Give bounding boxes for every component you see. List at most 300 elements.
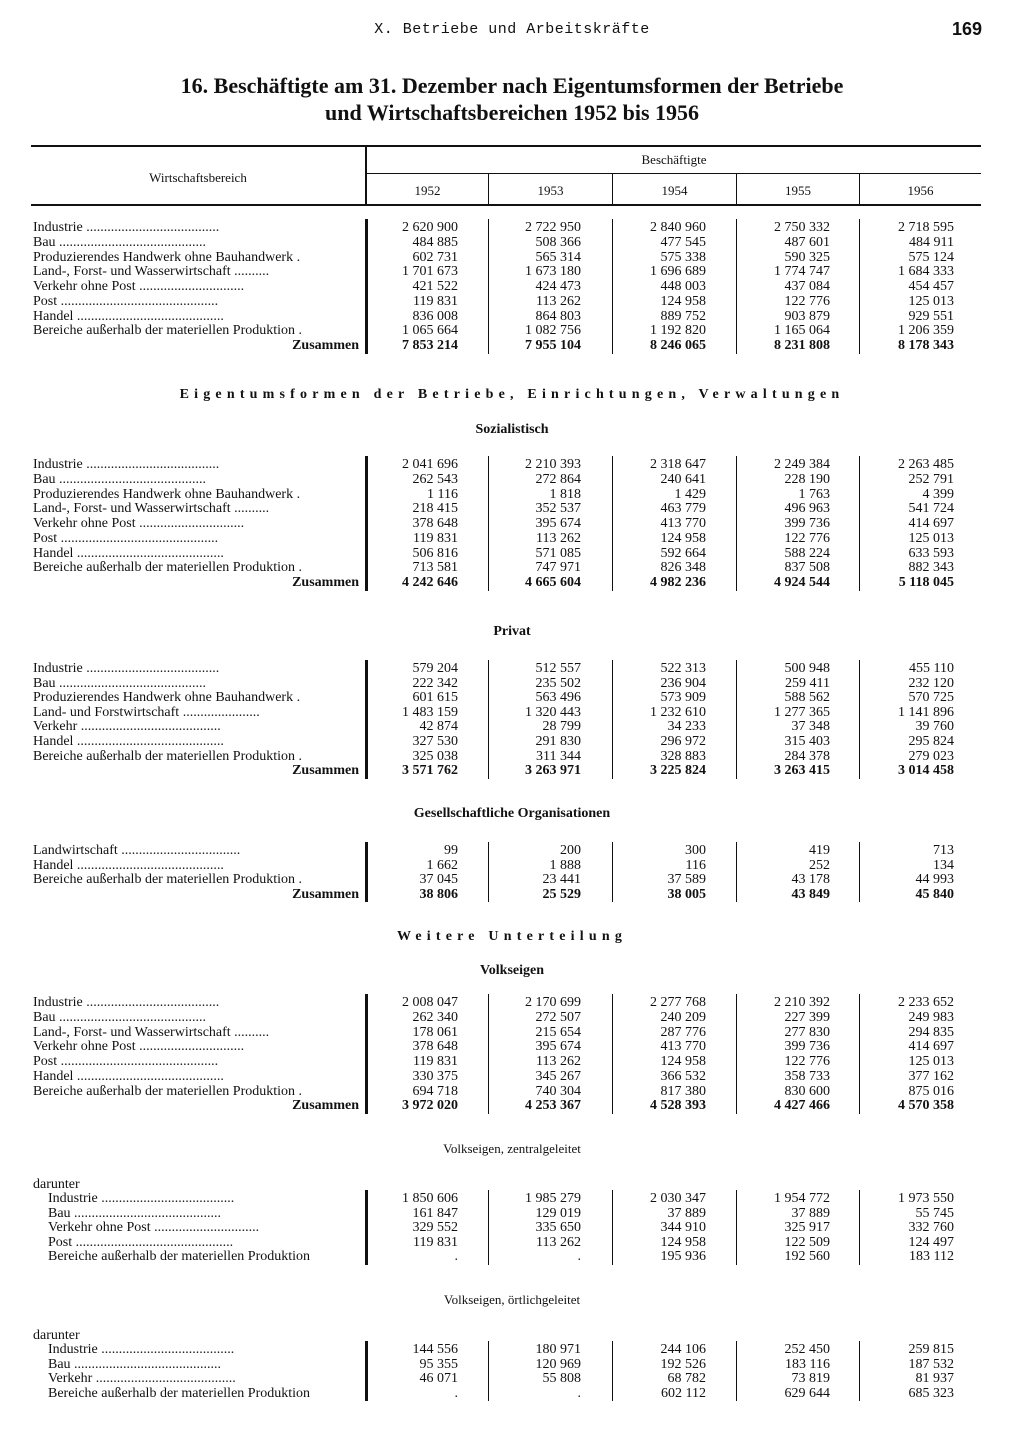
column-divider-1: [488, 1341, 489, 1401]
cell-1952: 7 853 214: [402, 338, 458, 353]
cell-1952: 46 071: [419, 1371, 458, 1387]
column-divider-3: [736, 994, 737, 1114]
cell-1954: 889 752: [660, 308, 706, 324]
cell-1955: 588 562: [784, 690, 830, 706]
table-row: [0, 661, 1024, 676]
row-label: Industrie ......................................: [33, 661, 220, 676]
cell-1956: 183 112: [909, 1249, 954, 1265]
cell-1953: 1 818: [549, 486, 581, 502]
stub-divider: [365, 1341, 368, 1401]
cell-1955: 2 210 392: [774, 995, 830, 1010]
cell-1953: 200: [560, 843, 581, 858]
row-label: Industrie ......................................: [33, 220, 220, 235]
cell-1952: 3 972 020: [402, 1098, 458, 1114]
cell-1953: 113 262: [536, 293, 581, 309]
section-title-zentral: Volkseigen, zentralgeleitet: [443, 1141, 581, 1156]
cell-1955: 73 819: [791, 1371, 830, 1387]
cell-1953: 113 262: [536, 1054, 581, 1069]
column-divider-1: [488, 1190, 489, 1265]
table-title-line-2: und Wirtschaftsbereichen 1952 bis 1956: [324, 100, 700, 125]
cell-1956: 1 973 550: [898, 1191, 954, 1206]
table-row: [0, 487, 1024, 502]
cell-1954: 366 532: [660, 1068, 706, 1084]
row-label: Landwirtschaft ..................................: [33, 843, 241, 858]
cell-1954: 1 192 820: [650, 323, 706, 339]
cell-1953: 113 262: [536, 1234, 581, 1250]
row-label: Handel ..........................................: [33, 857, 224, 873]
cell-1956: 134: [933, 857, 954, 873]
cell-1956: 39 760: [915, 719, 954, 735]
cell-1953: 740 304: [535, 1083, 581, 1099]
cell-1956: 541 724: [908, 501, 954, 517]
oertlich-darunter-label: darunter: [33, 1328, 80, 1343]
cell-1956: 875 016: [908, 1083, 954, 1099]
row-label: Bau ..........................................: [33, 675, 207, 691]
cell-1954: 592 664: [660, 545, 706, 561]
stub-divider: [365, 842, 368, 902]
group-header: Beschäftigte: [641, 152, 707, 167]
total-label: Zusammen: [292, 338, 359, 353]
table-row: [0, 749, 1024, 764]
cell-1956: 124 497: [908, 1234, 954, 1250]
cell-1954: 448 003: [660, 279, 706, 294]
row-label: Bereiche außerhalb der materiellen Produktion .: [33, 323, 303, 339]
cell-1952: 144 556: [412, 1342, 458, 1357]
column-divider-2: [612, 1190, 613, 1265]
column-divider-4: [859, 1190, 860, 1265]
cell-1954: 2 318 647: [650, 457, 706, 472]
cell-1953: 4 253 367: [525, 1098, 581, 1114]
cell-1955: 325 917: [784, 1220, 830, 1236]
table-row: [0, 843, 1024, 858]
row-label: Post .............................................: [33, 293, 219, 309]
cell-1953: 1 082 756: [525, 323, 581, 339]
cell-1953: 272 507: [535, 1009, 581, 1025]
table-row: [0, 734, 1024, 749]
table-row: [0, 1069, 1024, 1084]
row-label: Handel ..........................................: [33, 1068, 224, 1084]
cell-1953: 113 262: [536, 530, 581, 546]
column-divider-1: [488, 842, 489, 902]
cell-1954: 477 545: [660, 234, 706, 250]
cell-1953: 1 888: [549, 857, 581, 873]
cell-1955: 358 733: [784, 1068, 830, 1084]
row-label: Verkehr ohne Post ..............................: [33, 516, 245, 531]
row-label: Bereiche außerhalb der materiellen Produktion .: [33, 560, 303, 576]
total-label: Zusammen: [292, 1098, 359, 1114]
cell-1955: 192 560: [784, 1249, 830, 1265]
table-row: [0, 1235, 1024, 1250]
cell-1956: 2 718 595: [898, 220, 954, 235]
row-label: Land- und Forstwirtschaft ......................: [33, 704, 260, 720]
cell-1956: 2 233 652: [898, 995, 954, 1010]
cell-1955: 399 736: [784, 516, 830, 531]
cell-1954: 602 112: [661, 1385, 706, 1401]
column-divider-4: [859, 660, 860, 779]
cell-1952: 327 530: [412, 734, 458, 749]
table-row: [0, 719, 1024, 734]
row-label: Bereiche außerhalb der materiellen Produktion: [48, 1385, 311, 1401]
cell-1952: 3 571 762: [402, 763, 458, 779]
cell-1952: 218 415: [412, 501, 458, 517]
cell-1956: 1 206 359: [898, 323, 954, 339]
cell-1952: 42 874: [419, 719, 458, 735]
column-divider-2: [612, 456, 613, 591]
column-divider-1: [488, 994, 489, 1114]
cell-1955: 122 776: [784, 293, 830, 309]
cell-1956: 125 013: [908, 293, 954, 309]
cell-1954: 296 972: [660, 734, 706, 749]
cell-1955: 183 116: [785, 1356, 830, 1372]
cell-1953: 1 673 180: [525, 264, 581, 280]
cell-1956: 575 124: [908, 249, 954, 265]
table-row: [0, 501, 1024, 516]
cell-1952: 1 662: [426, 857, 458, 873]
ownership-heading: Eigentumsformen der Betriebe, Einrichtungen, Verwaltungen: [179, 387, 845, 402]
cell-1955: 227 399: [784, 1009, 830, 1025]
cell-1955: 4 427 466: [774, 1098, 830, 1114]
cell-1956: 44 993: [915, 872, 954, 888]
total-row: [0, 338, 1024, 353]
cell-1956: 45 840: [915, 886, 954, 902]
row-label: Land-, Forst- und Wasserwirtschaft ..........: [33, 264, 270, 280]
further-heading: Weitere Unterteilung: [396, 929, 628, 944]
stub-divider: [365, 660, 368, 779]
zentral-darunter-label: darunter: [33, 1177, 80, 1192]
stub-divider: [365, 1190, 368, 1265]
cell-1952: 4 242 646: [402, 575, 458, 590]
cell-1955: 419: [809, 843, 830, 858]
table-row: [0, 546, 1024, 561]
cell-1955: 399 736: [784, 1039, 830, 1055]
cell-1956: 685 323: [908, 1385, 954, 1401]
cell-1955: 315 403: [784, 734, 830, 749]
cell-1952: 694 718: [412, 1083, 458, 1099]
cell-1955: 1 763: [798, 486, 830, 502]
column-divider-1: [488, 660, 489, 779]
cell-1954: 575 338: [660, 249, 706, 265]
cell-1956: 414 697: [908, 1039, 954, 1055]
cell-1952: 119 831: [413, 1054, 458, 1069]
cell-1953: 335 650: [535, 1220, 581, 1236]
cell-1955: 284 378: [784, 748, 830, 764]
cell-1955: 830 600: [784, 1083, 830, 1099]
cell-1954: 344 910: [660, 1220, 706, 1236]
cell-1954: 240 209: [660, 1009, 706, 1025]
cell-1952: 325 038: [412, 748, 458, 764]
cell-1952: 95 355: [419, 1356, 458, 1372]
cell-1952: 378 648: [412, 1039, 458, 1055]
stub-divider: [365, 219, 368, 354]
cell-1956: 1 684 333: [898, 264, 954, 280]
total-label: Zusammen: [292, 575, 359, 590]
cell-1953: 512 557: [535, 661, 581, 676]
page-number: 169: [951, 19, 982, 39]
cell-1953: 129 019: [535, 1205, 581, 1221]
cell-1952: 713 581: [412, 560, 458, 576]
cell-1956: 4 399: [922, 486, 954, 502]
cell-1953: 352 537: [535, 501, 581, 517]
table-row: [0, 1010, 1024, 1025]
cell-1954: 413 770: [660, 516, 706, 531]
cell-1956: 570 725: [908, 690, 954, 706]
cell-1956: 125 013: [908, 1054, 954, 1069]
cell-1956: 295 824: [908, 734, 954, 749]
cell-1953: 25 529: [542, 886, 581, 902]
cell-1955: 252: [809, 857, 830, 873]
cell-1952: 161 847: [412, 1205, 458, 1221]
row-label: Post .............................................: [33, 530, 219, 546]
cell-1953: 311 344: [536, 748, 581, 764]
cell-1956: 455 110: [909, 661, 954, 676]
cell-1952: 484 885: [412, 234, 458, 250]
cell-1955: 122 776: [784, 1054, 830, 1069]
cell-1953: 2 722 950: [525, 220, 581, 235]
cell-1954: 192 526: [660, 1356, 706, 1372]
cell-1954: 826 348: [660, 560, 706, 576]
cell-1954: 124 958: [660, 1234, 706, 1250]
cell-1956: 713: [933, 843, 954, 858]
total-row: [0, 763, 1024, 778]
cell-1953: 395 674: [535, 516, 581, 531]
cell-1956: 484 911: [909, 234, 954, 250]
cell-1954: 463 779: [660, 501, 706, 517]
year-header-1952: 1952: [414, 183, 441, 198]
cell-1953: 3 263 971: [525, 763, 581, 779]
row-label: Verkehr ohne Post ..............................: [33, 1039, 245, 1055]
cell-1955: 1 277 365: [774, 704, 830, 720]
cell-1954: 2 030 347: [650, 1191, 706, 1206]
row-label: Industrie ......................................: [48, 1342, 235, 1357]
cell-1955: 2 750 332: [774, 220, 830, 235]
cell-1952: 262 340: [412, 1009, 458, 1025]
column-divider-2: [612, 660, 613, 779]
cell-1953: 7 955 104: [525, 338, 581, 353]
total-row: [0, 1098, 1024, 1113]
cell-1953: 2 170 699: [525, 995, 581, 1010]
total-label: Zusammen: [292, 886, 359, 902]
cell-1952: 601 615: [412, 690, 458, 706]
cell-1954: 522 313: [660, 661, 706, 676]
cell-1952: 602 731: [412, 249, 458, 265]
table-top-rule: [31, 145, 981, 147]
cell-1952: 119 831: [413, 530, 458, 546]
section-title-volkseigen: Volkseigen: [479, 963, 545, 978]
cell-1953: .: [577, 1385, 581, 1401]
section-title-sozialistisch: Sozialistisch: [475, 422, 549, 437]
section-title-gesellschaftlich: Gesellschaftliche Organisationen: [413, 806, 611, 821]
cell-1953: 4 665 604: [525, 575, 581, 590]
row-label: Land-, Forst- und Wasserwirtschaft ..........: [33, 1024, 270, 1040]
row-label: Post .............................................: [33, 1054, 219, 1069]
stub-header: Wirtschaftsbereich: [149, 170, 247, 185]
cell-1953: 1 985 279: [525, 1191, 581, 1206]
cell-1955: 629 644: [784, 1385, 830, 1401]
table-row: [0, 1054, 1024, 1069]
cell-1956: 81 937: [915, 1371, 954, 1387]
table-row: [0, 250, 1024, 265]
cell-1954: 300: [685, 843, 706, 858]
cell-1955: 837 508: [784, 560, 830, 576]
cell-1956: 279 023: [908, 748, 954, 764]
cell-1954: 1 232 610: [650, 704, 706, 720]
cell-1953: 272 864: [535, 471, 581, 487]
cell-1952: .: [454, 1249, 458, 1265]
table-row: [0, 1342, 1024, 1357]
section-title-privat: Privat: [493, 624, 531, 639]
cell-1953: 291 830: [535, 734, 581, 749]
cell-1954: 38 005: [667, 886, 706, 902]
row-label: Bau ..........................................: [33, 471, 207, 487]
cell-1952: 222 342: [412, 675, 458, 691]
row-label: Bau ..........................................: [48, 1205, 222, 1221]
row-label: Post .............................................: [48, 1234, 234, 1250]
cell-1956: 8 178 343: [898, 338, 954, 353]
row-label: Bau ..........................................: [33, 1009, 207, 1025]
cell-1953: 1 320 443: [525, 704, 581, 720]
cell-1955: 1 774 747: [774, 264, 830, 280]
cell-1954: 3 225 824: [650, 763, 706, 779]
cell-1955: 8 231 808: [774, 338, 830, 353]
cell-1953: 2 210 393: [525, 457, 581, 472]
column-divider-2: [612, 219, 613, 354]
stub-divider: [365, 994, 368, 1114]
cell-1953: 345 267: [535, 1068, 581, 1084]
table-row: [0, 294, 1024, 309]
cell-1956: 929 551: [908, 308, 954, 324]
row-label: Verkehr ........................................: [48, 1371, 236, 1387]
cell-1956: 294 835: [908, 1024, 954, 1040]
cell-1954: 124 958: [660, 530, 706, 546]
cell-1956: 414 697: [908, 516, 954, 531]
cell-1956: 259 815: [908, 1342, 954, 1357]
cell-1953: .: [577, 1249, 581, 1265]
cell-1954: 37 589: [667, 872, 706, 888]
cell-1954: 37 889: [667, 1205, 706, 1221]
table-row: [0, 1206, 1024, 1221]
column-divider-4: [859, 456, 860, 591]
column-divider-3: [736, 219, 737, 354]
cell-1955: 437 084: [784, 279, 830, 294]
cell-1953: 55 808: [542, 1371, 581, 1387]
cell-1956: 55 745: [915, 1205, 954, 1221]
oertlich-darunter-row: [0, 1328, 1024, 1343]
cell-1954: 413 770: [660, 1039, 706, 1055]
stub-divider: [365, 456, 368, 591]
column-divider-1: [488, 456, 489, 591]
cell-1952: 579 204: [412, 661, 458, 676]
cell-1953: 180 971: [535, 1342, 581, 1357]
total-row: [0, 575, 1024, 590]
table-row: [0, 676, 1024, 691]
column-divider-3: [736, 842, 737, 902]
cell-1955: 43 178: [791, 872, 830, 888]
column-divider-2: [612, 994, 613, 1114]
column-divider-3: [736, 1190, 737, 1265]
column-divider-4: [859, 219, 860, 354]
cell-1955: 259 411: [785, 675, 830, 691]
cell-1956: 454 457: [908, 279, 954, 294]
cell-1952: 2 041 696: [402, 457, 458, 472]
cell-1953: 571 085: [535, 545, 581, 561]
cell-1955: 496 963: [784, 501, 830, 517]
cell-1952: 262 543: [412, 471, 458, 487]
year-header-1956: 1956: [907, 183, 934, 198]
row-label: Land-, Forst- und Wasserwirtschaft ..........: [33, 501, 270, 517]
table-row: [0, 1039, 1024, 1054]
cell-1952: 2 620 900: [402, 220, 458, 235]
cell-1955: 590 325: [784, 249, 830, 265]
cell-1952: 1 483 159: [402, 704, 458, 720]
cell-1952: 2 008 047: [402, 995, 458, 1010]
cell-1952: 1 116: [427, 486, 458, 502]
cell-1956: 2 263 485: [898, 457, 954, 472]
column-divider-2: [612, 1341, 613, 1401]
running-head: X. Betriebe und Arbeitskräfte: [374, 21, 650, 38]
cell-1953: 864 803: [535, 308, 581, 324]
cell-1953: 424 473: [535, 279, 581, 294]
row-label: Industrie ......................................: [48, 1191, 235, 1206]
table-row: [0, 995, 1024, 1010]
cell-1954: 240 641: [660, 471, 706, 487]
cell-1954: 1 429: [674, 486, 706, 502]
row-label: Verkehr ........................................: [33, 719, 221, 735]
row-label: Produzierendes Handwerk ohne Bauhandwerk .: [33, 690, 301, 706]
cell-1955: 277 830: [784, 1024, 830, 1040]
table-row: [0, 309, 1024, 324]
cell-1956: 882 343: [908, 560, 954, 576]
table-row: [0, 235, 1024, 250]
cell-1954: 195 936: [660, 1249, 706, 1265]
cell-1954: 4 528 393: [650, 1098, 706, 1114]
row-label: Produzierendes Handwerk ohne Bauhandwerk .: [33, 486, 301, 502]
cell-1952: .: [454, 1385, 458, 1401]
cell-1956: 332 760: [908, 1220, 954, 1236]
table-row: [0, 560, 1024, 575]
year-header-1953: 1953: [537, 183, 564, 198]
cell-1952: 421 522: [412, 279, 458, 294]
cell-1955: 122 509: [784, 1234, 830, 1250]
cell-1955: 37 889: [791, 1205, 830, 1221]
cell-1955: 1 165 064: [774, 323, 830, 339]
table-row: [0, 1386, 1024, 1401]
cell-1954: 116: [685, 857, 706, 873]
cell-1954: 68 782: [667, 1371, 706, 1387]
cell-1952: 836 008: [412, 308, 458, 324]
table-row: [0, 516, 1024, 531]
table-row: [0, 279, 1024, 294]
cell-1956: 377 162: [908, 1068, 954, 1084]
cell-1952: 37 045: [419, 872, 458, 888]
cell-1955: 37 348: [791, 719, 830, 735]
cell-1954: 4 982 236: [650, 575, 706, 590]
cell-1955: 4 924 544: [774, 575, 830, 590]
total-label: Zusammen: [292, 763, 359, 779]
cell-1953: 747 971: [535, 560, 581, 576]
section-title-oertlich: Volkseigen, örtlichgeleitet: [443, 1292, 581, 1307]
cell-1954: 287 776: [660, 1024, 706, 1040]
column-divider-3: [736, 660, 737, 779]
cell-1954: 1 696 689: [650, 264, 706, 280]
cell-1955: 252 450: [784, 1342, 830, 1357]
row-label: Handel ..........................................: [33, 734, 224, 749]
table-title-line-1: 16. Beschäftigte am 31. Dezember nach Eigentumsformen der Betriebe: [180, 73, 844, 98]
row-label: Bereiche außerhalb der materiellen Produktion .: [33, 1083, 303, 1099]
cell-1954: 34 233: [667, 719, 706, 735]
cell-1953: 28 799: [542, 719, 581, 735]
cell-1954: 328 883: [660, 748, 706, 764]
cell-1954: 244 106: [660, 1342, 706, 1357]
